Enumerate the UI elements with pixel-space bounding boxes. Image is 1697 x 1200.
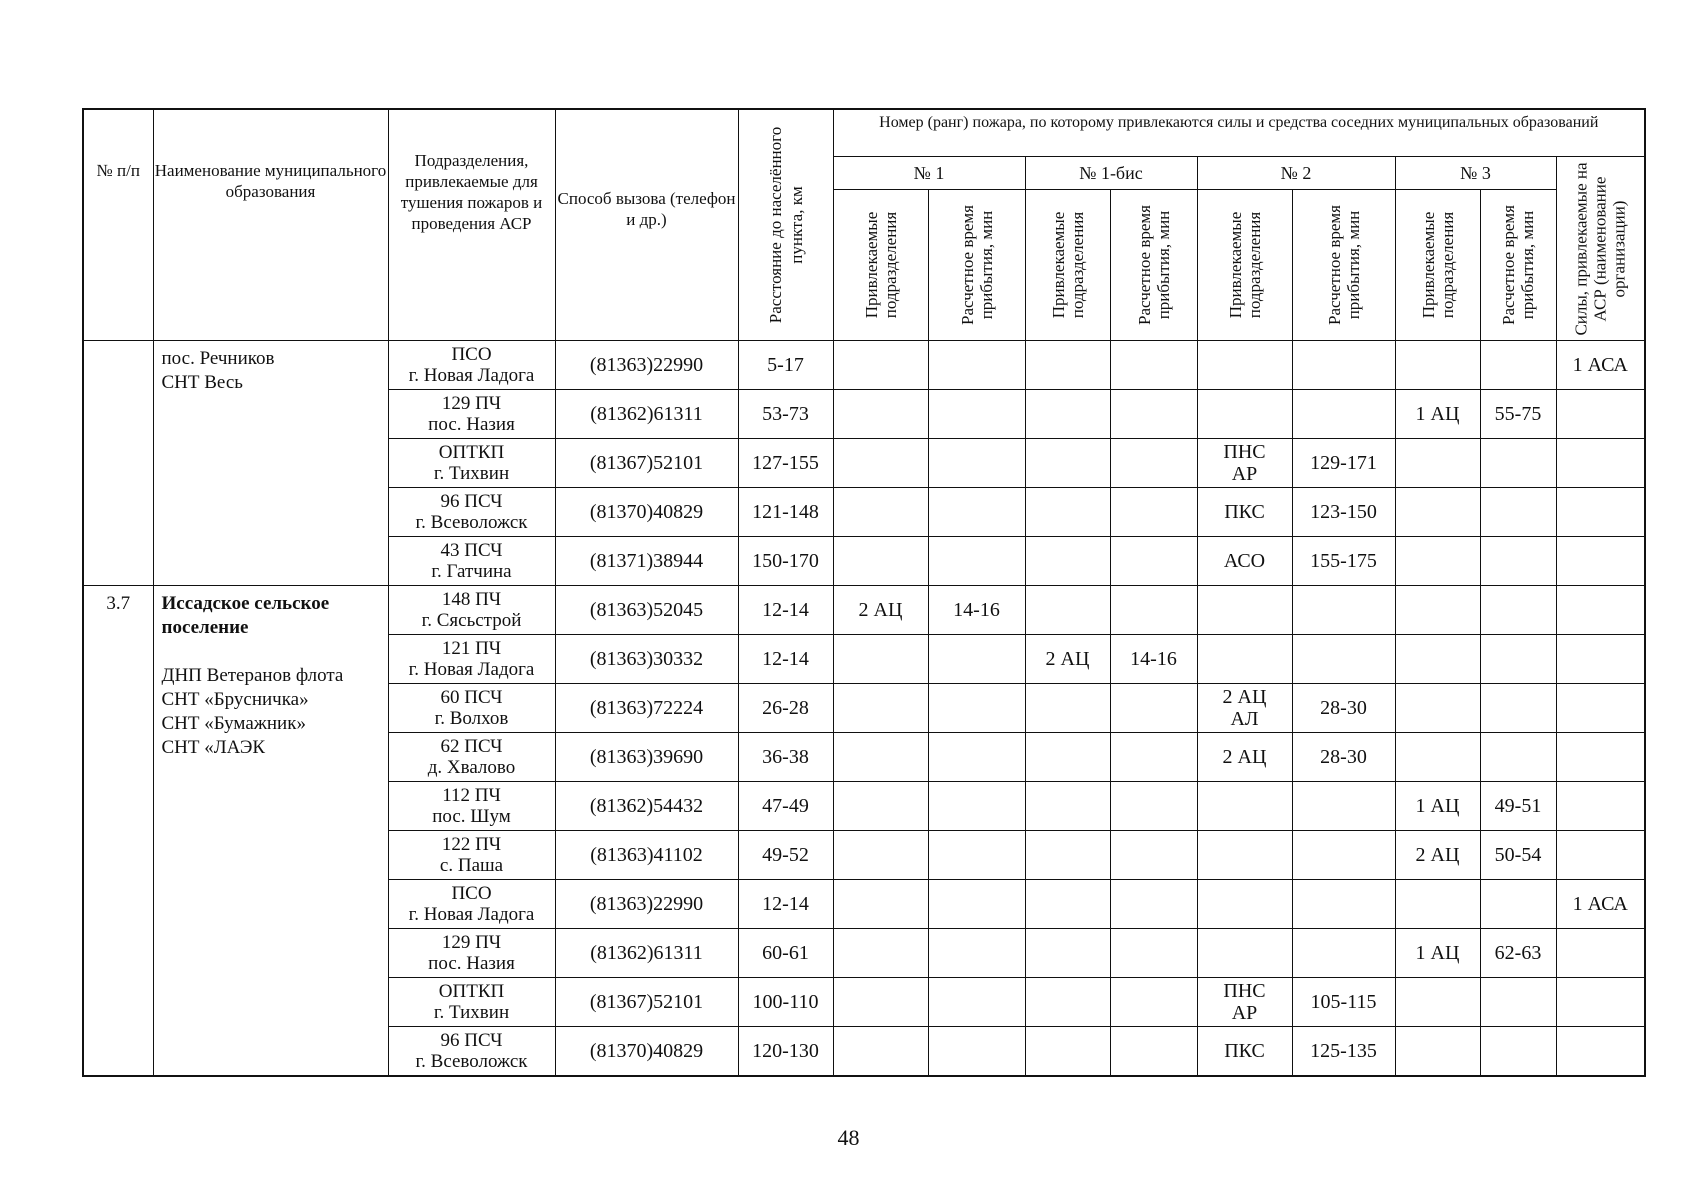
rank-3-time-cell [1480,488,1556,537]
sub-units-label: Привлекаемые подразделения [1048,211,1087,319]
rank-3-units-cell [1395,537,1480,586]
section-number: 3.7 [83,586,153,1077]
settlement-name: ДНП Ветеранов флота [161,665,344,686]
rank-1bis-time-cell [1110,880,1197,929]
unit-name: 122 ПЧ [441,834,502,855]
distance-cell: 120-130 [738,1027,833,1077]
rank-2-time-cell: 28-30 [1292,684,1395,733]
rank-1bis-units-cell [1025,733,1110,782]
rank-1-time-cell [928,782,1025,831]
rank-2-time-header [1292,190,1395,341]
rank-3-units-cell [1395,880,1480,929]
rank-1-header: № 1 [833,157,1025,190]
rank-3-units-cell: 1 АЦ [1395,782,1480,831]
rank-3-units-cell: 2 АЦ [1395,831,1480,880]
table-header [83,109,1645,341]
unit-name: 96 ПСЧ [440,1030,503,1051]
sub-time-label: Расчетное время прибытия, мин [1324,205,1363,325]
rank-1bis-units-header [1025,190,1110,341]
rank-3-time-cell [1480,684,1556,733]
rank-3-time-header [1480,190,1556,341]
distance-cell: 12-14 [738,880,833,929]
asr-cell [1556,586,1645,635]
rank-3-time-cell: 55-75 [1480,390,1556,439]
asr-cell [1556,390,1645,439]
settlement-name: СНТ «Брусничка» [161,689,309,710]
distance-cell: 5-17 [738,341,833,390]
rank-3-units-header [1395,190,1480,341]
rank-1-time-cell [928,537,1025,586]
unit-name: 129 ПЧ [441,932,502,953]
phone-cell: (81363)39690 [555,733,738,782]
rank-2-time-cell: 105-115 [1292,978,1395,1027]
unit-location: г. Гатчина [431,561,512,582]
phone-cell: (81371)38944 [555,537,738,586]
distance-cell: 121-148 [738,488,833,537]
rank-2-units-cell: ПНС АР [1197,978,1292,1027]
rank-1bis-time-cell [1110,488,1197,537]
rank-3-units-cell [1395,978,1480,1027]
rank-2-time-cell [1292,586,1395,635]
rank-1bis-units-cell [1025,831,1110,880]
rank-3-time-cell [1480,341,1556,390]
rank-1-time-cell: 14-16 [928,586,1025,635]
sub-units-label: Привлекаемые подразделения [1418,211,1457,319]
distance-header-label: Расстояние до населённого пункта, км [765,126,806,324]
rank-1-units-cell [833,1027,928,1077]
unit-cell [388,537,555,586]
rank-2-units-cell [1197,929,1292,978]
rank-1-time-cell [928,439,1025,488]
col-asr-header [1556,157,1645,341]
phone-cell: (81363)22990 [555,341,738,390]
rank-1bis-time-header [1110,190,1197,341]
sub-time-label: Расчетное время прибытия, мин [1499,205,1537,325]
sub-time-label: Расчетное время прибытия, мин [957,205,996,325]
settlement-name: СНТ «ЛАЭК [161,737,266,758]
rank-1bis-time-cell [1110,341,1197,390]
asr-cell [1556,929,1645,978]
rank-1bis-time-cell: 14-16 [1110,635,1197,684]
unit-name: 148 ПЧ [441,589,502,610]
unit-name: ПСО [451,883,492,904]
rank-2-time-cell [1292,929,1395,978]
rank-2-time-cell: 123-150 [1292,488,1395,537]
unit-location: пос. Назия [428,414,515,435]
phone-cell: (81363)72224 [555,684,738,733]
rank-1bis-units-cell [1025,929,1110,978]
unit-cell [388,341,555,390]
rank-3-time-cell [1480,733,1556,782]
rank-1-time-cell [928,390,1025,439]
rank-1bis-units-cell: 2 АЦ [1025,635,1110,684]
rank-2-time-cell: 129-171 [1292,439,1395,488]
distance-cell: 12-14 [738,586,833,635]
unit-name: ОПТКП [438,442,505,463]
rank-1-units-cell: 2 АЦ [833,586,928,635]
municipality-name-cell [153,586,388,1077]
unit-cell [388,635,555,684]
rank-2-time-cell: 155-175 [1292,537,1395,586]
rank-3-units-cell [1395,586,1480,635]
rank-3-units-cell: 1 АЦ [1395,390,1480,439]
rank-3-time-cell: 62-63 [1480,929,1556,978]
rank-1bis-units-cell [1025,586,1110,635]
rank-1-units-cell [833,880,928,929]
sub-units-label: Привлекаемые подразделения [861,211,900,319]
unit-location: г. Тихвин [433,1002,510,1023]
unit-cell [388,880,555,929]
rank-1bis-units-cell [1025,390,1110,439]
distance-cell: 26-28 [738,684,833,733]
unit-name: 129 ПЧ [441,393,502,414]
rank-3-units-cell [1395,635,1480,684]
unit-cell [388,782,555,831]
phone-cell: (81370)40829 [555,1027,738,1077]
col-units-header: Подразделения, привлекаемые для тушения пожаров и проведения АСР [388,109,555,341]
rank-3-time-cell [1480,586,1556,635]
unit-location: г. Новая Ладога [408,904,535,925]
unit-location: г. Всеволожск [415,512,528,533]
rank-2-header: № 2 [1197,157,1395,190]
unit-cell [388,684,555,733]
rank-1bis-time-cell [1110,1027,1197,1077]
unit-name: 112 ПЧ [442,785,501,806]
rank-1bis-time-cell [1110,586,1197,635]
rank-3-time-cell: 49-51 [1480,782,1556,831]
rank-1-time-cell [928,880,1025,929]
distance-cell: 53-73 [738,390,833,439]
distance-cell: 36-38 [738,733,833,782]
phone-cell: (81363)22990 [555,880,738,929]
unit-cell [388,929,555,978]
rank-2-units-cell: ПКС [1197,488,1292,537]
rank-3-units-cell [1395,733,1480,782]
rank-2-units-cell: 2 АЦ [1197,733,1292,782]
phone-cell: (81367)52101 [555,978,738,1027]
municipality-name-cell [153,341,388,586]
rank-2-units-cell [1197,831,1292,880]
rank-1-units-cell [833,537,928,586]
rank-2-time-cell [1292,635,1395,684]
distance-cell: 60-61 [738,929,833,978]
asr-cell [1556,733,1645,782]
col-num-header: № п/п [83,109,153,341]
settlement-name: пос. Речников [161,348,275,369]
rank-1bis-units-cell [1025,684,1110,733]
rank-1bis-units-cell [1025,341,1110,390]
rank-3-header: № 3 [1395,157,1556,190]
rank-3-time-cell [1480,439,1556,488]
rank-2-units-cell: ПНС АР [1197,439,1292,488]
rank-3-time-cell [1480,978,1556,1027]
rank-1bis-units-cell [1025,782,1110,831]
unit-location: г. Новая Ладога [408,659,535,680]
unit-cell [388,488,555,537]
rank-1-units-cell [833,390,928,439]
unit-location: г. Всеволожск [415,1051,528,1072]
unit-name: 62 ПСЧ [440,736,503,757]
rank-1-units-cell [833,341,928,390]
rank-1-units-cell [833,439,928,488]
rank-3-time-cell [1480,635,1556,684]
rank-2-time-cell: 125-135 [1292,1027,1395,1077]
rank-1-units-cell [833,635,928,684]
unit-location: г. Новая Ладога [408,365,535,386]
rank-2-units-cell [1197,782,1292,831]
unit-location: г. Тихвин [433,463,510,484]
rank-3-units-cell [1395,1027,1480,1077]
rank-1-time-cell [928,635,1025,684]
rank-1-time-cell [928,488,1025,537]
unit-name: 60 ПСЧ [440,687,503,708]
asr-cell [1556,978,1645,1027]
rank-3-time-cell [1480,537,1556,586]
rank-1-time-cell [928,684,1025,733]
rank-2-time-cell [1292,831,1395,880]
asr-cell [1556,1027,1645,1077]
phone-cell: (81370)40829 [555,488,738,537]
rank-2-time-cell: 28-30 [1292,733,1395,782]
distance-cell: 47-49 [738,782,833,831]
rank-2-time-cell [1292,390,1395,439]
phone-cell: (81362)61311 [555,929,738,978]
unit-location: г. Волхов [434,708,509,729]
unit-name: 96 ПСЧ [440,491,503,512]
col-call-header: Способ вызова (телефон и др.) [555,109,738,341]
rank-2-time-cell [1292,880,1395,929]
rank-2-units-cell: 2 АЦ АЛ [1197,684,1292,733]
phone-cell: (81362)61311 [555,390,738,439]
unit-cell [388,1027,555,1077]
asr-header-label: Силы, привлекаемые на АСР (наименование организации) [1571,161,1629,336]
col-name-header: Наименование муниципального образования [153,109,388,341]
distance-cell: 49-52 [738,831,833,880]
fire-rank-header: Номер (ранг) пожара, по которому привлекаются силы и средства соседних муниципальных образований [833,109,1645,157]
rank-1bis-units-cell [1025,488,1110,537]
rank-1bis-time-cell [1110,733,1197,782]
rank-1bis-time-cell [1110,929,1197,978]
asr-cell: 1 АСА [1556,341,1645,390]
unit-location: пос. Назия [428,953,515,974]
rank-1bis-time-cell [1110,537,1197,586]
rank-2-time-cell [1292,782,1395,831]
rank-1-units-cell [833,831,928,880]
municipality-title: Иссадское сельское поселение [161,593,330,638]
rank-1bis-time-cell [1110,684,1197,733]
rank-1-units-header [833,190,928,341]
asr-cell [1556,537,1645,586]
page-number: 48 [837,1125,860,1150]
asr-cell [1556,684,1645,733]
rank-1bis-time-cell [1110,439,1197,488]
unit-cell [388,390,555,439]
unit-cell [388,978,555,1027]
rank-2-units-cell: АСО [1197,537,1292,586]
unit-cell [388,439,555,488]
asr-cell [1556,488,1645,537]
rank-1-time-cell [928,929,1025,978]
table-row [83,341,1645,390]
rank-1bis-time-cell [1110,831,1197,880]
rank-3-time-cell: 50-54 [1480,831,1556,880]
unit-name: 43 ПСЧ [440,540,503,561]
rank-1-time-cell [928,831,1025,880]
rank-1-units-cell [833,782,928,831]
fire-forces-table [82,108,1646,1077]
rank-1bis-units-cell [1025,978,1110,1027]
unit-location: г. Сясьстрой [421,610,522,631]
settlement-name: СНТ Весь [161,372,243,393]
col-distance-header [738,109,833,341]
table-body [83,341,1645,1077]
rank-2-units-cell [1197,390,1292,439]
rank-1bis-time-cell [1110,782,1197,831]
rank-3-units-cell [1395,341,1480,390]
rank-1-units-cell [833,929,928,978]
phone-cell: (81363)30332 [555,635,738,684]
rank-1-units-cell [833,488,928,537]
asr-cell [1556,831,1645,880]
rank-1bis-units-cell [1025,439,1110,488]
rank-3-units-cell [1395,439,1480,488]
rank-3-units-cell: 1 АЦ [1395,929,1480,978]
rank-2-units-cell: ПКС [1197,1027,1292,1077]
rank-1-time-cell [928,341,1025,390]
unit-cell [388,586,555,635]
rank-2-units-cell [1197,586,1292,635]
asr-cell: 1 АСА [1556,880,1645,929]
rank-1-time-header [928,190,1025,341]
rank-1-units-cell [833,978,928,1027]
unit-cell [388,733,555,782]
sub-time-label: Расчетное время прибытия, мин [1134,205,1173,325]
settlement-name: СНТ «Бумажник» [161,713,306,734]
asr-cell [1556,782,1645,831]
rank-1-units-cell [833,733,928,782]
asr-cell [1556,635,1645,684]
rank-2-units-header [1197,190,1292,341]
table-row [83,586,1645,635]
phone-cell: (81363)41102 [555,831,738,880]
sub-units-label: Привлекаемые подразделения [1225,211,1264,319]
unit-name: ОПТКП [438,981,505,1002]
rank-3-time-cell [1480,880,1556,929]
rank-1bis-header: № 1-бис [1025,157,1197,190]
rank-1bis-units-cell [1025,537,1110,586]
rank-1bis-units-cell [1025,880,1110,929]
rank-1bis-time-cell [1110,978,1197,1027]
phone-cell: (81363)52045 [555,586,738,635]
unit-name: ПСО [451,344,492,365]
rank-1bis-units-cell [1025,1027,1110,1077]
distance-cell: 150-170 [738,537,833,586]
rank-2-time-cell [1292,341,1395,390]
phone-cell: (81367)52101 [555,439,738,488]
distance-cell: 100-110 [738,978,833,1027]
distance-cell: 12-14 [738,635,833,684]
unit-location: пос. Шум [432,806,511,827]
rank-2-units-cell [1197,341,1292,390]
rank-2-units-cell [1197,880,1292,929]
rank-1-time-cell [928,978,1025,1027]
distance-cell: 127-155 [738,439,833,488]
rank-1bis-time-cell [1110,390,1197,439]
rank-3-time-cell [1480,1027,1556,1077]
unit-location: с. Паша [439,855,504,876]
unit-name: 121 ПЧ [441,638,502,659]
asr-cell [1556,439,1645,488]
rank-3-units-cell [1395,684,1480,733]
rank-1-units-cell [833,684,928,733]
rank-3-units-cell [1395,488,1480,537]
rank-1-time-cell [928,733,1025,782]
unit-location: д. Хвалово [427,757,516,778]
phone-cell: (81362)54432 [555,782,738,831]
unit-cell [388,831,555,880]
rank-2-units-cell [1197,635,1292,684]
rank-1-time-cell [928,1027,1025,1077]
section-number [83,341,153,586]
